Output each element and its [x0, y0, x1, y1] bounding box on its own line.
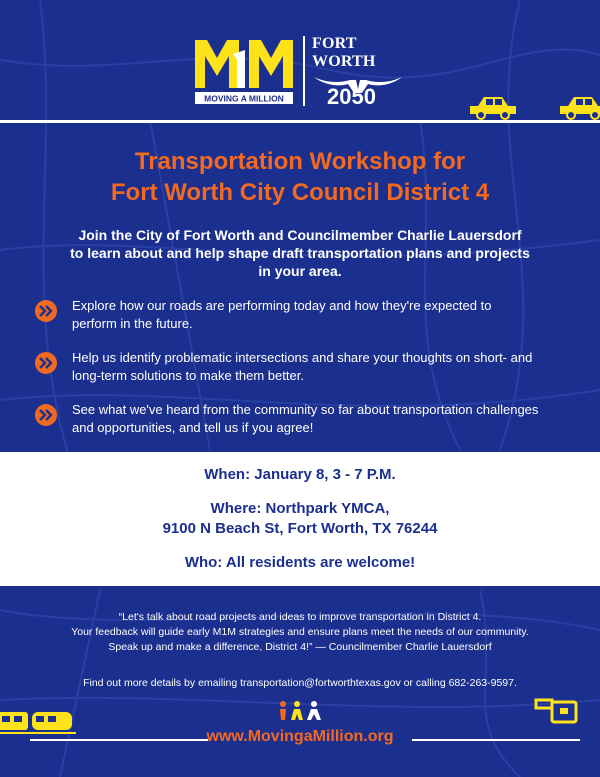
- quote-line: Your feedback will guide early M1M strategies and ensure plans meet the needs of our community.: [71, 626, 529, 638]
- footer-rule-right: [412, 739, 580, 741]
- workshop-title: [0, 146, 600, 208]
- title-line-2: Fort Worth City Council District 4: [110, 179, 490, 206]
- bullet-text: [72, 401, 562, 437]
- fort-worth-wordmark: FORT WORTH: [312, 35, 376, 70]
- intro-line-3: in your area.: [258, 263, 342, 279]
- bullet-line: Explore how our roads are performing today and how they're expected to: [72, 298, 492, 313]
- bullet-text: [72, 349, 562, 385]
- intro-line-1: Join the City of Fort Worth and Councilmember Charlie Lauersdorf: [78, 227, 522, 243]
- intro-line-2: to learn about and help shape draft transportation plans and projects: [70, 245, 530, 261]
- header: [0, 0, 600, 120]
- header-rule: [0, 120, 600, 123]
- bullet-line: Help us identify problematic intersections and share your thoughts on short- and: [72, 350, 533, 365]
- m1m-tagline: MOVING A MILLION: [204, 93, 284, 104]
- event-details: [0, 452, 600, 586]
- bullet-line: and opportunities, and tell us if you agree!: [72, 420, 314, 435]
- double-chevron-right-icon: [34, 403, 58, 427]
- taxi-icon: [558, 94, 600, 120]
- quote-line: “Let's talk about road projects and ideas to improve transportation in District 4.: [118, 611, 482, 623]
- bullet-line: long-term solutions to make them better.: [72, 368, 304, 383]
- contact-info: Find out more details by emailing transportation@fortworthtexas.gov or calling 682-263-9597.: [83, 677, 517, 689]
- event-where-address: 9100 N Beach St, Fort Worth, TX 76244: [162, 520, 438, 537]
- double-chevron-right-icon: [34, 299, 58, 323]
- bullet-line: perform in the future.: [72, 316, 193, 331]
- councilmember-quote: [20, 610, 580, 655]
- event-when: When: January 8, 3 - 7 P.M.: [204, 466, 396, 483]
- traffic-sign-icon: [534, 696, 580, 726]
- event-who: Who: All residents are welcome!: [184, 554, 416, 571]
- year-label: 2050: [327, 84, 376, 109]
- double-chevron-right-icon: [34, 351, 58, 375]
- quote-line: Speak up and make a difference, District 4!” — Councilmember Charlie Lauersdorf: [108, 641, 492, 653]
- logo-divider: [303, 36, 305, 106]
- bullet-text: [72, 297, 562, 333]
- website-link[interactable]: www.MovingaMillion.org: [206, 728, 394, 745]
- m1m-logo: [193, 36, 297, 108]
- title-line-1: Transportation Workshop for: [134, 148, 466, 175]
- taxi-icon: [468, 94, 518, 120]
- pedestrians-icon: [277, 700, 325, 722]
- bullet-line: See what we've heard from the community so far about transportation challenges: [72, 402, 539, 417]
- intro-text: [50, 226, 550, 280]
- event-where-venue: Where: Northpark YMCA,: [210, 500, 390, 517]
